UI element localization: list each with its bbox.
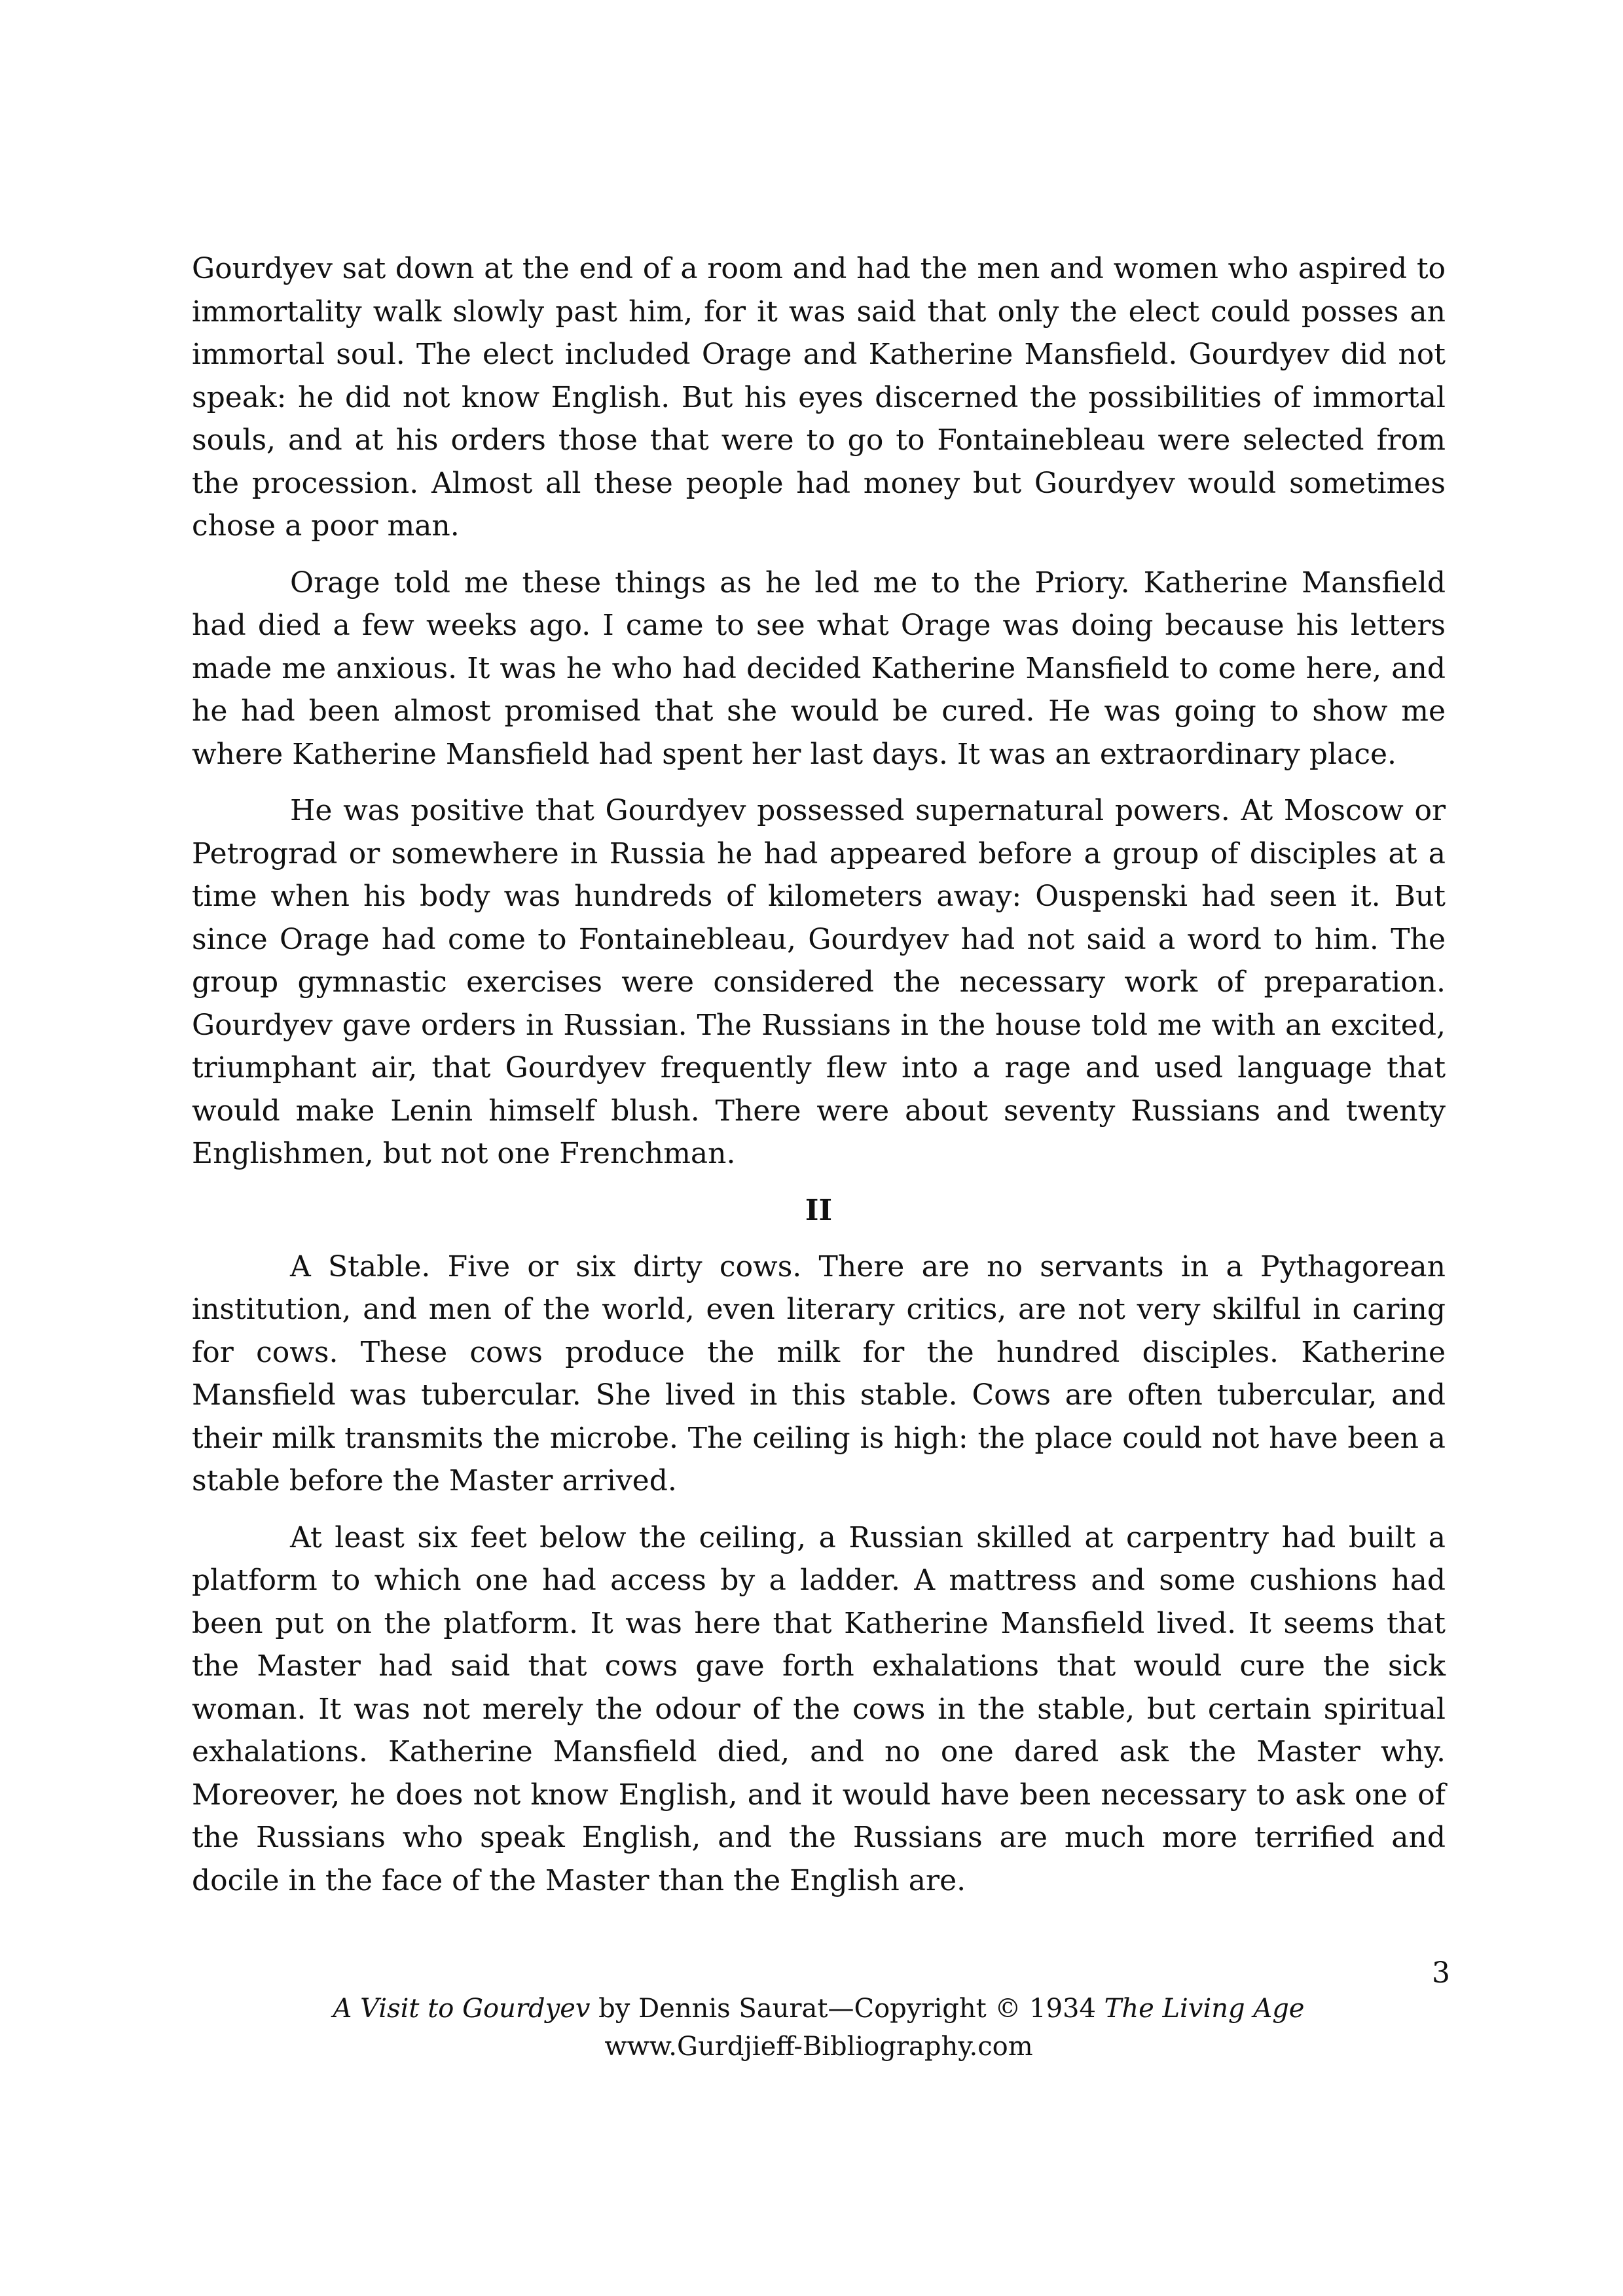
body-text	[192, 247, 1446, 1916]
footer-publication: The Living Age	[1104, 1994, 1305, 2024]
paragraph-4: A Stable. Five or six dirty cows. There are no servants in a Pythagorean institution, and men of the world, even literary critics, are not very skilful in caring for cows. These cows produce the milk for the hundred disciples. Katherine Mansfield was tubercular. She lived in this stable. Cows are often tubercular, and their milk transmits the microbe. The ceiling is high: the place could not have been a stable before the Master arrived.	[192, 1249, 1446, 1498]
footer-title: A Visit to Gourdyev	[333, 1994, 591, 2024]
paragraph-3: He was positive that Gourdyev possessed supernatural powers. At Moscow or Petrograd or somewhere in Russia he had appeared before a group of disciples at a time when his body was hundreds of kilometers away: Ouspenski had seen it. But since Orage had come to Fontainebleau, Gourdyev had not said a word to him. The group gymnastic exercises were considered the necessary work of preparation. Gourdyev gave orders in Russian. The Russians in the house told me with an excited, triumphant air, that Gourdyev frequently flew into a rage and used language that would make Lenin himself blush. There were about seventy Russians and twenty Englishmen, but not one Frenchman.	[192, 794, 1446, 1170]
footer-citation	[192, 1990, 1446, 2028]
section-heading: II	[805, 1193, 833, 1227]
paragraph-5: At least six feet below the ceiling, a Russian skilled at carpentry had built a platform to which one had access by a ladder. A mattress and some cushions had been put on the platform. It was here that Katherine Mansfield lived. It seems that the Master had said that cows gave forth exhalations that would cure the sick woman. It was not merely the odour of the cows in the stable, but certain spiritual exhalations. Katherine Mansfield died, and no one dared ask the Master why. Moreover, he does not know English, and it would have been necessary to ask one of the Russians who speak English, and the Russians are much more terrified and docile in the face of the Master than the English are.	[192, 1520, 1446, 1897]
footer-website: www.Gurdjieff-Bibliography.com	[604, 2032, 1033, 2062]
page-number: 3	[1432, 1956, 1450, 1990]
paragraph-1: Gourdyev sat down at the end of a room and had the men and women who aspired to immortality walk slowly past him, for it was said that only the elect could posses an immortal soul. The elect included Orage and Katherine Mansfield. Gourdyev did not speak: he did not know English. But his eyes discerned the possibilities of immortal souls, and at his orders those that were to go to Fontainebleau were selected from the procession. Almost all these people had money but Gourdyev would sometimes chose a poor man.	[192, 252, 1446, 543]
footer-byline: by Dennis Saurat—Copyright © 1934	[590, 1994, 1104, 2024]
paragraph-2: Orage told me these things as he led me to the Priory. Katherine Mansfield had died a few weeks ago. I came to see what Orage was doing because his letters made me anxious. It was he who had decided Katherine Mansfield to come here, and he had been almost promised that she would be cured. He was going to show me where Katherine Mansfield had spent her last days. It was an extraordinary place.	[192, 565, 1446, 771]
page-footer	[192, 1990, 1446, 2066]
